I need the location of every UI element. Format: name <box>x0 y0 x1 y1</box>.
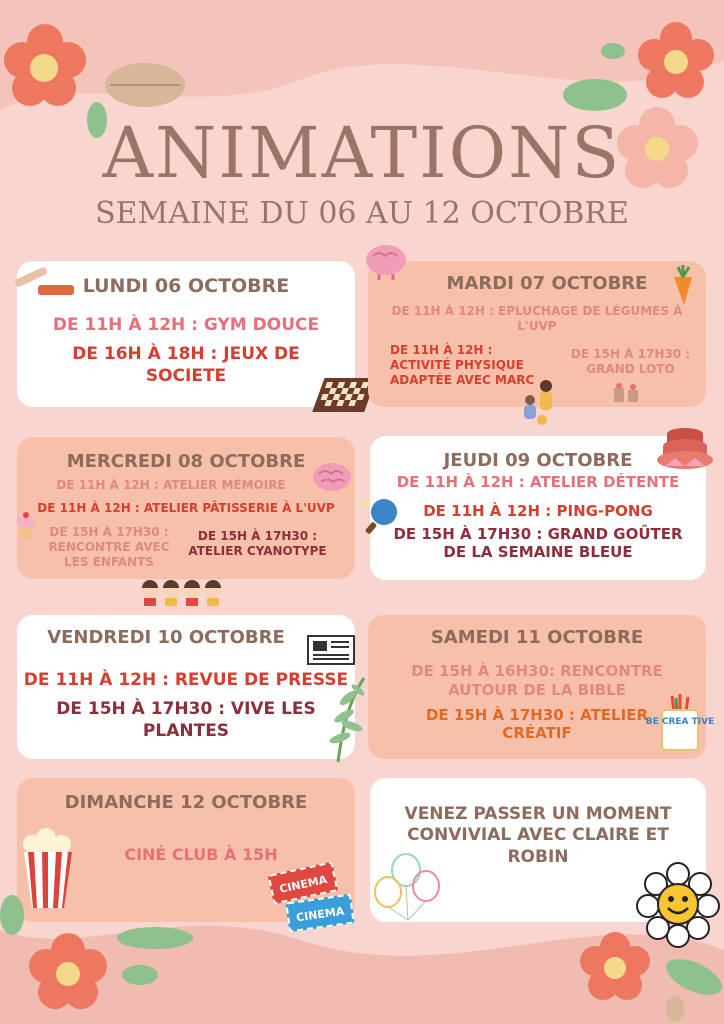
day-label: VENDREDI 10 OCTOBRE <box>47 627 285 648</box>
closing-message: VENEZ PASSER UN MOMENT CONVIVIAL AVEC CLAIRE ET ROBIN <box>404 804 672 867</box>
activity-item: DE 15H À 17H30 : GRAND LOTO <box>570 347 691 376</box>
activity-item: DE 11H À 12H : ACTIVITÉ PHYSIQUE ADAPTÉE AVEC MARC <box>390 343 535 387</box>
leaf-icon <box>598 36 628 66</box>
brain-icon <box>311 460 353 496</box>
flower-icon <box>636 20 716 100</box>
activity-item: DE 11H À 12H : PING-PONG <box>423 501 653 520</box>
balloons-icon <box>372 850 448 922</box>
flower-icon <box>578 930 652 1004</box>
brain-icon <box>363 242 409 282</box>
activity-item: DE 11H À 12H : REVUE DE PRESSE <box>23 670 349 690</box>
newspaper-icon <box>306 634 356 666</box>
dumbbell-icon <box>12 265 76 303</box>
activity-item: CINÉ CLUB À 15H <box>124 845 278 864</box>
children-icon <box>140 578 224 606</box>
activity-item: DE 16H À 18H : JEUX DE SOCIETE <box>72 344 300 386</box>
people-exercise-icon <box>518 378 562 426</box>
activity-item: DE 15H À 17H30 : RENCONTRE AVEC LES ENFANTS <box>48 525 170 569</box>
day-label: MERCREDI 08 OCTOBRE <box>66 451 306 472</box>
day-label: LUNDI 06 OCTOBRE <box>82 275 290 297</box>
card-mercredi <box>17 437 355 579</box>
activity-item: DE 11H À 12H : ATELIER PÂTISSERIE À L'UVP <box>37 501 335 515</box>
activity-item: DE 15H À 17H30 : ATELIER CYANOTYPE <box>188 529 327 558</box>
activity-item: DE 15H À 17H30 : GRAND GOÛTER DE LA SEMAINE BLEUE <box>393 524 683 562</box>
carrot-icon <box>670 265 696 307</box>
bingo-icon <box>612 382 642 404</box>
cupcake-icon <box>14 510 38 540</box>
activity-item: DE 11H À 12H : ATELIER DÉTENTE <box>396 473 680 491</box>
activity-item: DE 11H À 12H : GYM DOUCE <box>52 315 320 335</box>
activity-item: DE 11H À 12H : EPLUCHAGE DE LÉGUMES À L'UVP <box>391 304 683 333</box>
leaf-icon <box>100 55 190 115</box>
leaf-icon <box>660 994 690 1024</box>
card-vendredi <box>17 615 355 759</box>
cake-icon <box>655 422 715 474</box>
creative-cup-icon <box>645 694 715 752</box>
activity-item: DE 11H À 12H : ATELIER MÉMOIRE <box>56 478 286 492</box>
activity-item: DE 15H À 17H30 : ATELIER CRÉATIF <box>425 705 648 743</box>
leaf-icon <box>120 962 160 988</box>
day-label: SAMEDI 11 OCTOBRE <box>430 627 644 648</box>
activity-item: DE 15H À 16H30: RENCONTRE AUTOUR DE LA BIBLE <box>411 662 663 699</box>
card-samedi <box>368 615 706 759</box>
cinema-ticket-label: CINEMA <box>295 904 346 925</box>
day-label: DIMANCHE 12 OCTOBRE <box>64 792 308 813</box>
day-label: JEUDI 09 OCTOBRE <box>443 450 633 471</box>
flower-icon <box>0 20 90 110</box>
page-subtitle: SEMAINE DU 06 AU 12 OCTOBRE <box>95 196 629 231</box>
leaf-icon <box>0 893 30 937</box>
ping-pong-icon <box>360 496 402 536</box>
cinema-ticket-label: CINEMA <box>278 873 329 896</box>
creative-label: BE CREA TIVE <box>645 717 715 727</box>
activity-item: DE 15H À 17H30 : VIVE LES PLANTES <box>56 699 316 741</box>
page-title: ANIMATIONS <box>102 112 622 194</box>
day-label: MARDI 07 OCTOBRE <box>446 273 648 294</box>
leaf-icon <box>115 925 195 951</box>
plant-icon <box>318 672 370 762</box>
flower-icon <box>26 930 110 1014</box>
